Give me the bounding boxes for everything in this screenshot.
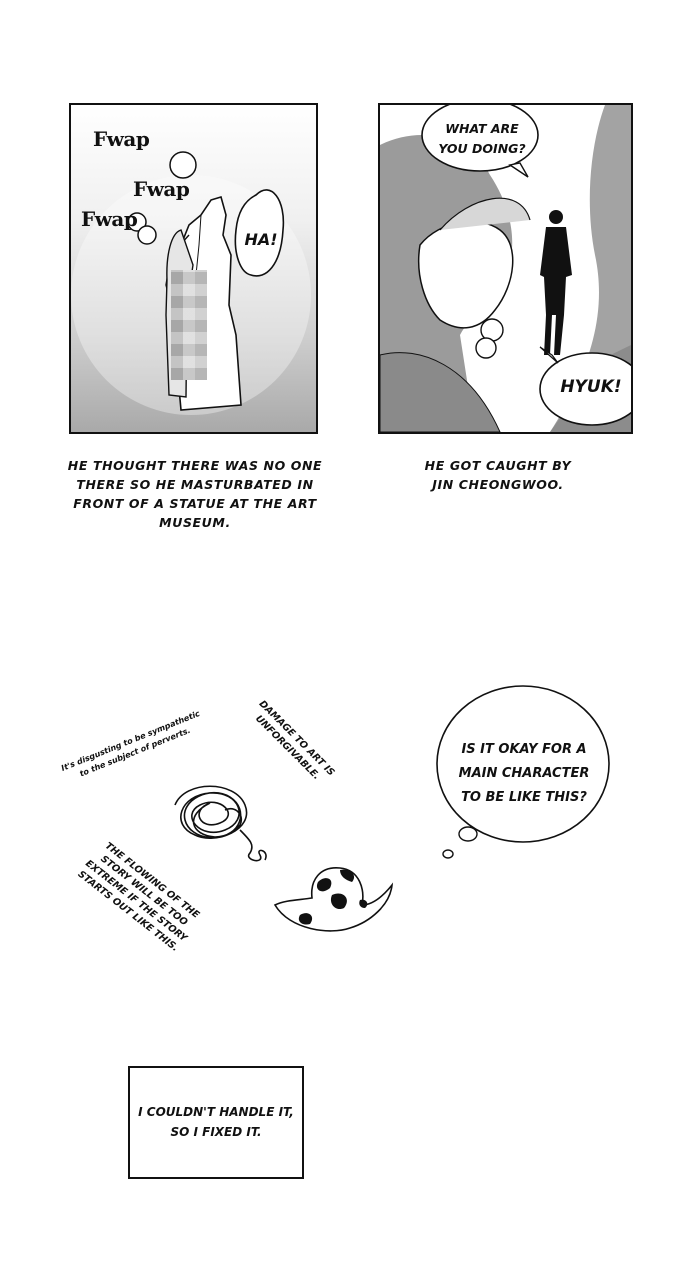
statue-illustration	[71, 105, 316, 432]
note-disgusting: It's disgusting to be sympathetic to the subject of perverts.	[59, 708, 202, 779]
thought-main-character: IS IT OKAY FOR A MAIN CHARACTER TO BE LIKE THIS?	[458, 742, 590, 805]
box-text: I COULDN'T HANDLE IT, SO I FIXED IT.	[138, 1105, 294, 1139]
caption-left: HE THOUGHT THERE WAS NO ONE THERE SO HE MASTURBATED IN FRONT OF A STATUE AT THE ART MUSEUM.	[67, 458, 323, 530]
cow-hat-icon	[270, 860, 400, 940]
caption-right: HE GOT CAUGHT BY JIN CHEONGWOO.	[424, 458, 572, 492]
sfx-fwap-1: Fwap	[93, 127, 150, 151]
panel-caught	[378, 103, 633, 434]
sfx-fwap-2: Fwap	[133, 177, 190, 201]
scribble-doodle	[155, 775, 275, 875]
note-flowing-story: THE FLOWING OF THE STORY WILL BE TOO EXTREME IF THE STORY STARTS OUT LIKE THIS.	[75, 840, 202, 954]
speech-ha: HA!	[244, 230, 278, 249]
speech-hyuk: HYUK!	[560, 377, 622, 397]
speech-what-are-you-doing: WHAT ARE YOU DOING?	[438, 121, 526, 156]
note-damage-to-art: DAMAGE TO ART IS UNFORGIVABLE.	[252, 698, 337, 783]
caption-box	[128, 1066, 304, 1179]
mosaic-censor	[171, 270, 207, 380]
panel-statue	[69, 103, 318, 434]
sfx-fwap-3: Fwap	[81, 207, 138, 231]
